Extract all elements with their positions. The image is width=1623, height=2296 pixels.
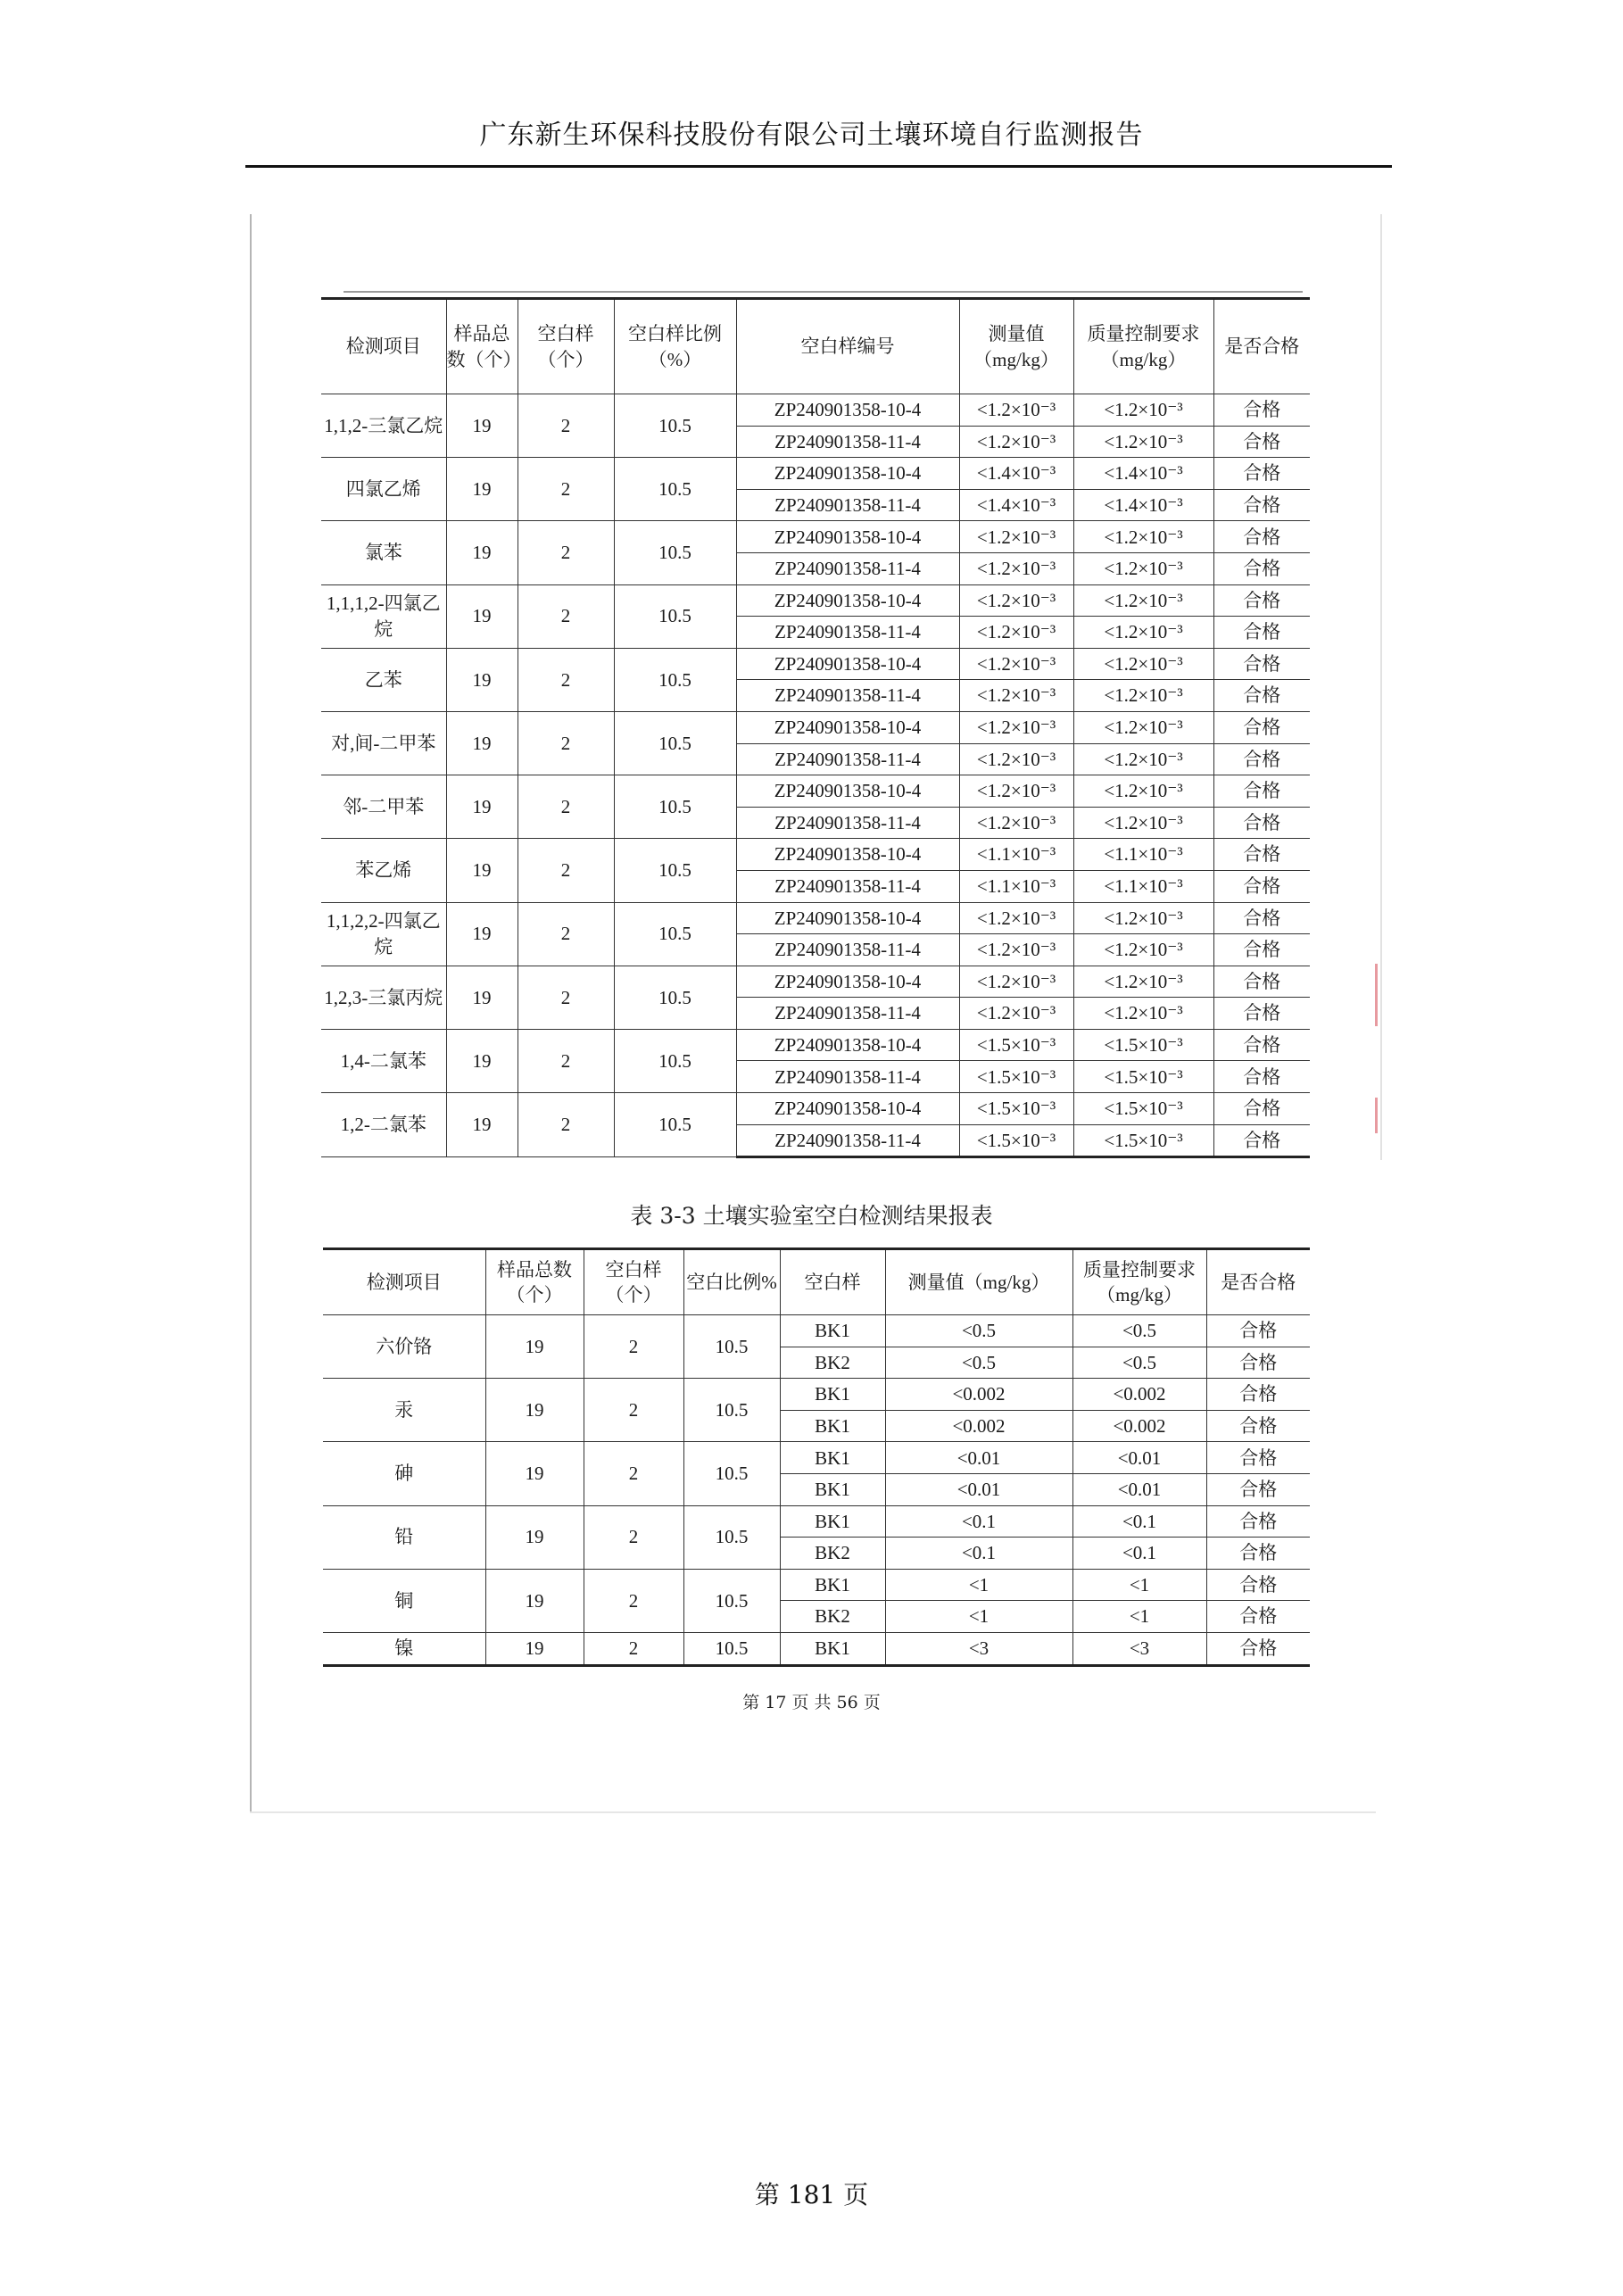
- sample-total-cell: 19: [446, 521, 518, 584]
- blank-ratio-cell: 10.5: [614, 711, 736, 775]
- sample-total-cell: 19: [446, 775, 518, 839]
- table-row: [323, 1632, 1310, 1665]
- sample-total-cell: 19: [446, 394, 518, 458]
- blank-sample-id-cell: BK1: [780, 1632, 885, 1665]
- blank-count-cell: 2: [518, 521, 614, 584]
- blank-sample-id-cell: BK2: [780, 1601, 885, 1633]
- table-top-rule: [344, 291, 1303, 293]
- qc-requirement-cell: <0.5: [1072, 1347, 1206, 1379]
- measured-value-cell: <1.2×10⁻³: [959, 521, 1073, 553]
- blank-count-cell: 2: [518, 584, 614, 648]
- pass-status-cell: 合格: [1213, 584, 1310, 617]
- item-name-cell: 苯乙烯: [321, 839, 446, 902]
- blank-count-cell: 2: [584, 1442, 683, 1505]
- blank-sample-id-cell: ZP240901358-11-4: [736, 617, 959, 649]
- blank-ratio-cell: 10.5: [683, 1379, 780, 1442]
- measured-value-cell: <1.2×10⁻³: [959, 394, 1073, 427]
- measured-value-cell: <1.4×10⁻³: [959, 489, 1073, 521]
- blank-count-cell: 2: [584, 1569, 683, 1632]
- qc-requirement-cell: <0.5: [1072, 1315, 1206, 1347]
- pass-status-cell: 合格: [1213, 1061, 1310, 1093]
- measured-value-cell: <1.2×10⁻³: [959, 743, 1073, 775]
- blank-sample-id-cell: ZP240901358-11-4: [736, 998, 959, 1030]
- measured-value-cell: <0.01: [885, 1473, 1072, 1505]
- measured-value-cell: <0.002: [885, 1410, 1072, 1442]
- table-row: [321, 648, 1310, 680]
- sample-total-cell: 19: [446, 648, 518, 711]
- table-row: [323, 1315, 1310, 1347]
- blank-sample-id-cell: ZP240901358-10-4: [736, 839, 959, 871]
- measured-value-cell: <1.2×10⁻³: [959, 680, 1073, 712]
- qc-requirement-cell: <1.2×10⁻³: [1073, 807, 1213, 839]
- measured-value-cell: <1.2×10⁻³: [959, 998, 1073, 1030]
- pass-status-cell: 合格: [1206, 1538, 1310, 1570]
- qc-requirement-cell: <1.1×10⁻³: [1073, 839, 1213, 871]
- pass-status-cell: 合格: [1206, 1347, 1310, 1379]
- blank-sample-id-cell: ZP240901358-10-4: [736, 711, 959, 743]
- blank-sample-id-cell: BK1: [780, 1410, 885, 1442]
- qc-requirement-cell: <1.2×10⁻³: [1073, 552, 1213, 584]
- blank-sample-id-cell: ZP240901358-11-4: [736, 552, 959, 584]
- qc-requirement-cell: <0.002: [1072, 1410, 1206, 1442]
- blank-count-cell: 2: [518, 648, 614, 711]
- measured-value-cell: <1.1×10⁻³: [959, 870, 1073, 902]
- sample-total-cell: 19: [485, 1632, 584, 1665]
- table-row: [323, 1505, 1310, 1538]
- header-cell: 质量控制要求（mg/kg）: [1073, 299, 1213, 394]
- blank-sample-id-cell: ZP240901358-11-4: [736, 870, 959, 902]
- blank-ratio-cell: 10.5: [614, 1093, 736, 1157]
- qc-requirement-cell: <1.2×10⁻³: [1073, 680, 1213, 712]
- scan-red-mark: [1375, 964, 1378, 1026]
- measured-value-cell: <1.2×10⁻³: [959, 552, 1073, 584]
- sample-total-cell: 19: [485, 1379, 584, 1442]
- blank-sample-id-cell: ZP240901358-10-4: [736, 966, 959, 998]
- sample-total-cell: 19: [446, 711, 518, 775]
- table-header-row: [323, 1249, 1310, 1315]
- blank-count-cell: 2: [584, 1315, 683, 1379]
- header-cell: 样品总数（个）: [485, 1249, 584, 1315]
- blank-count-cell: 2: [584, 1632, 683, 1665]
- blank-ratio-cell: 10.5: [614, 394, 736, 458]
- blank-sample-id-cell: ZP240901358-11-4: [736, 934, 959, 966]
- pass-status-cell: 合格: [1206, 1442, 1310, 1474]
- header-cell: 空白样编号: [736, 299, 959, 394]
- qc-requirement-cell: <1.5×10⁻³: [1073, 1029, 1213, 1061]
- blank-count-cell: 2: [518, 394, 614, 458]
- pass-status-cell: 合格: [1213, 870, 1310, 902]
- blank-ratio-cell: 10.5: [614, 458, 736, 521]
- blank-ratio-cell: 10.5: [683, 1632, 780, 1665]
- sample-total-cell: 19: [446, 902, 518, 966]
- item-name-cell: 铜: [323, 1569, 485, 1632]
- pass-status-cell: 合格: [1213, 680, 1310, 712]
- qc-requirement-cell: <1.2×10⁻³: [1073, 743, 1213, 775]
- measured-value-cell: <1: [885, 1569, 1072, 1601]
- measured-value-cell: <1.2×10⁻³: [959, 617, 1073, 649]
- measured-value-cell: <1.2×10⁻³: [959, 902, 1073, 934]
- header-cell: 是否合格: [1213, 299, 1310, 394]
- blank-sample-id-cell: ZP240901358-10-4: [736, 1093, 959, 1125]
- table-row: [321, 521, 1310, 553]
- measured-value-cell: <1.2×10⁻³: [959, 966, 1073, 998]
- item-name-cell: 四氯乙烯: [321, 458, 446, 521]
- measured-value-cell: <1.2×10⁻³: [959, 584, 1073, 617]
- table-row: [321, 966, 1310, 998]
- measured-value-cell: <1.5×10⁻³: [959, 1029, 1073, 1061]
- measured-value-cell: <1.1×10⁻³: [959, 839, 1073, 871]
- measured-value-cell: <1.5×10⁻³: [959, 1124, 1073, 1157]
- measured-value-cell: <1.2×10⁻³: [959, 648, 1073, 680]
- blank-sample-id-cell: BK2: [780, 1347, 885, 1379]
- header-cell: 空白样: [780, 1249, 885, 1315]
- table-row: [323, 1569, 1310, 1601]
- header-cell: 样品总数（个）: [446, 299, 518, 394]
- blank-sample-id-cell: BK1: [780, 1315, 885, 1347]
- qc-requirement-cell: <1.1×10⁻³: [1073, 870, 1213, 902]
- blank-ratio-cell: 10.5: [683, 1315, 780, 1379]
- pass-status-cell: 合格: [1213, 552, 1310, 584]
- measured-value-cell: <3: [885, 1632, 1072, 1665]
- table-row: [321, 775, 1310, 808]
- pass-status-cell: 合格: [1213, 458, 1310, 490]
- scan-edge-left: [250, 214, 252, 1811]
- pass-status-cell: 合格: [1213, 1124, 1310, 1157]
- header-cell: 空白样（个）: [518, 299, 614, 394]
- table-row: [321, 1093, 1310, 1125]
- blank-sample-id-cell: BK2: [780, 1538, 885, 1570]
- measured-value-cell: <0.5: [885, 1315, 1072, 1347]
- pass-status-cell: 合格: [1206, 1315, 1310, 1347]
- measured-value-cell: <1: [885, 1601, 1072, 1633]
- blank-ratio-cell: 10.5: [614, 775, 736, 839]
- item-name-cell: 镍: [323, 1632, 485, 1665]
- blank-sample-id-cell: ZP240901358-11-4: [736, 489, 959, 521]
- sample-total-cell: 19: [446, 458, 518, 521]
- blank-sample-id-cell: ZP240901358-10-4: [736, 521, 959, 553]
- table-row: [323, 1442, 1310, 1474]
- measured-value-cell: <1.5×10⁻³: [959, 1061, 1073, 1093]
- pass-status-cell: 合格: [1206, 1632, 1310, 1665]
- blank-ratio-cell: 10.5: [683, 1505, 780, 1569]
- sample-total-cell: 19: [485, 1505, 584, 1569]
- qc-requirement-cell: <1.2×10⁻³: [1073, 775, 1213, 808]
- item-name-cell: 铅: [323, 1505, 485, 1569]
- sample-total-cell: 19: [446, 966, 518, 1029]
- header-cell: 空白样（个）: [584, 1249, 683, 1315]
- item-name-cell: 1,2,3-三氯丙烷: [321, 966, 446, 1029]
- pass-status-cell: 合格: [1213, 966, 1310, 998]
- header-cell: 测量值（mg/kg）: [885, 1249, 1072, 1315]
- table-row: [321, 902, 1310, 934]
- header-cell: 检测项目: [323, 1249, 485, 1315]
- item-name-cell: 汞: [323, 1379, 485, 1442]
- blank-sample-id-cell: BK1: [780, 1473, 885, 1505]
- pass-status-cell: 合格: [1213, 839, 1310, 871]
- item-name-cell: 邻-二甲苯: [321, 775, 446, 839]
- measured-value-cell: <0.1: [885, 1505, 1072, 1538]
- blank-count-cell: 2: [584, 1505, 683, 1569]
- qc-requirement-cell: <1.5×10⁻³: [1073, 1124, 1213, 1157]
- pass-status-cell: 合格: [1213, 902, 1310, 934]
- sample-total-cell: 19: [446, 839, 518, 902]
- pass-status-cell: 合格: [1213, 807, 1310, 839]
- table-row: [323, 1379, 1310, 1411]
- blank-ratio-cell: 10.5: [614, 648, 736, 711]
- blank-count-cell: 2: [518, 1029, 614, 1092]
- blank-sample-id-cell: ZP240901358-11-4: [736, 743, 959, 775]
- table-row: [321, 394, 1310, 427]
- blank-sample-id-cell: ZP240901358-10-4: [736, 394, 959, 427]
- header-cell: 检测项目: [321, 299, 446, 394]
- measured-value-cell: <0.1: [885, 1538, 1072, 1570]
- blank-count-cell: 2: [518, 902, 614, 966]
- pass-status-cell: 合格: [1206, 1601, 1310, 1633]
- qc-requirement-cell: <1.2×10⁻³: [1073, 648, 1213, 680]
- pass-status-cell: 合格: [1213, 489, 1310, 521]
- blank-sample-id-cell: BK1: [780, 1379, 885, 1411]
- header-cell: 测量值（mg/kg）: [959, 299, 1073, 394]
- scan-red-mark: [1375, 1098, 1378, 1133]
- blank-sample-id-cell: BK1: [780, 1505, 885, 1538]
- scan-edge-bottom: [250, 1811, 1376, 1813]
- qc-requirement-cell: <1.5×10⁻³: [1073, 1093, 1213, 1125]
- pass-status-cell: 合格: [1213, 521, 1310, 553]
- pass-status-cell: 合格: [1213, 1093, 1310, 1125]
- qc-requirement-cell: <3: [1072, 1632, 1206, 1665]
- blank-ratio-cell: 10.5: [614, 521, 736, 584]
- item-name-cell: 1,1,2,2-四氯乙烷: [321, 902, 446, 966]
- blank-ratio-cell: 10.5: [614, 966, 736, 1029]
- blank-ratio-cell: 10.5: [683, 1442, 780, 1505]
- blank-count-cell: 2: [518, 1093, 614, 1157]
- qc-requirement-cell: <1.2×10⁻³: [1073, 521, 1213, 553]
- header-cell: 空白样比例（%）: [614, 299, 736, 394]
- blank-sample-id-cell: ZP240901358-10-4: [736, 775, 959, 808]
- qc-requirement-cell: <1.5×10⁻³: [1073, 1061, 1213, 1093]
- blank-count-cell: 2: [518, 966, 614, 1029]
- blank-count-cell: 2: [518, 711, 614, 775]
- table-row: [321, 839, 1310, 871]
- qc-requirement-cell: <0.1: [1072, 1538, 1206, 1570]
- table-body: [323, 1315, 1310, 1666]
- qc-requirement-cell: <1.2×10⁻³: [1073, 902, 1213, 934]
- table-row: [321, 711, 1310, 743]
- blank-count-cell: 2: [518, 839, 614, 902]
- pass-status-cell: 合格: [1213, 394, 1310, 427]
- blank-sample-id-cell: ZP240901358-11-4: [736, 1124, 959, 1157]
- qc-requirement-cell: <0.002: [1072, 1379, 1206, 1411]
- pass-status-cell: 合格: [1213, 998, 1310, 1030]
- measured-value-cell: <0.5: [885, 1347, 1072, 1379]
- blank-count-cell: 2: [518, 775, 614, 839]
- item-name-cell: 1,1,1,2-四氯乙烷: [321, 584, 446, 648]
- measured-value-cell: <0.01: [885, 1442, 1072, 1474]
- blank-ratio-cell: 10.5: [614, 839, 736, 902]
- blank-sample-id-cell: ZP240901358-11-4: [736, 1061, 959, 1093]
- measured-value-cell: <1.2×10⁻³: [959, 807, 1073, 839]
- table-caption: 表 3-3 土壤实验室空白检测结果报表: [630, 1203, 993, 1229]
- table-header-row: [321, 299, 1310, 394]
- sample-total-cell: 19: [485, 1315, 584, 1379]
- blank-sample-id-cell: ZP240901358-11-4: [736, 426, 959, 458]
- item-name-cell: 六价铬: [323, 1315, 485, 1379]
- qc-requirement-cell: <1.2×10⁻³: [1073, 711, 1213, 743]
- pass-status-cell: 合格: [1213, 1029, 1310, 1061]
- qc-requirement-cell: <1: [1072, 1569, 1206, 1601]
- pass-status-cell: 合格: [1213, 775, 1310, 808]
- qc-requirement-cell: <0.01: [1072, 1442, 1206, 1474]
- pass-status-cell: 合格: [1213, 617, 1310, 649]
- item-name-cell: 1,1,2-三氯乙烷: [321, 394, 446, 458]
- blank-ratio-cell: 10.5: [614, 1029, 736, 1092]
- qc-requirement-cell: <1.2×10⁻³: [1073, 998, 1213, 1030]
- blank-sample-id-cell: ZP240901358-10-4: [736, 584, 959, 617]
- measured-value-cell: <1.5×10⁻³: [959, 1093, 1073, 1125]
- item-name-cell: 氯苯: [321, 521, 446, 584]
- blank-ratio-cell: 10.5: [614, 902, 736, 966]
- pass-status-cell: 合格: [1206, 1410, 1310, 1442]
- qc-requirement-cell: <1.2×10⁻³: [1073, 426, 1213, 458]
- blank-sample-id-cell: ZP240901358-10-4: [736, 1029, 959, 1061]
- header-cell: 空白比例%: [683, 1249, 780, 1315]
- table-body: [321, 394, 1310, 1157]
- table-row: [321, 1029, 1310, 1061]
- sample-total-cell: 19: [446, 1029, 518, 1092]
- blank-count-cell: 2: [518, 458, 614, 521]
- pass-status-cell: 合格: [1213, 426, 1310, 458]
- pass-status-cell: 合格: [1213, 743, 1310, 775]
- qc-requirement-cell: <1.2×10⁻³: [1073, 966, 1213, 998]
- item-name-cell: 乙苯: [321, 648, 446, 711]
- qc-requirement-cell: <0.01: [1072, 1473, 1206, 1505]
- header-rule: [245, 165, 1392, 168]
- qc-requirement-cell: <1.2×10⁻³: [1073, 394, 1213, 427]
- blank-sample-id-cell: BK1: [780, 1442, 885, 1474]
- blank-sample-id-cell: ZP240901358-10-4: [736, 648, 959, 680]
- item-name-cell: 1,4-二氯苯: [321, 1029, 446, 1092]
- measured-value-cell: <1.2×10⁻³: [959, 711, 1073, 743]
- qc-requirement-cell: <1.4×10⁻³: [1073, 458, 1213, 490]
- qc-requirement-cell: <0.1: [1072, 1505, 1206, 1538]
- blank-count-cell: 2: [584, 1379, 683, 1442]
- pass-status-cell: 合格: [1213, 648, 1310, 680]
- qc-requirement-cell: <1: [1072, 1601, 1206, 1633]
- pass-status-cell: 合格: [1213, 934, 1310, 966]
- sample-total-cell: 19: [485, 1569, 584, 1632]
- blank-sample-id-cell: ZP240901358-11-4: [736, 680, 959, 712]
- blank-ratio-cell: 10.5: [614, 584, 736, 648]
- pass-status-cell: 合格: [1206, 1379, 1310, 1411]
- item-name-cell: 砷: [323, 1442, 485, 1505]
- header-cell: 质量控制要求（mg/kg）: [1072, 1249, 1206, 1315]
- blank-ratio-cell: 10.5: [683, 1569, 780, 1632]
- pass-status-cell: 合格: [1206, 1473, 1310, 1505]
- blank-sample-id-cell: ZP240901358-11-4: [736, 807, 959, 839]
- pass-status-cell: 合格: [1206, 1569, 1310, 1601]
- sample-total-cell: 19: [485, 1442, 584, 1505]
- blank-sample-table: [321, 297, 1310, 1158]
- pass-status-cell: 合格: [1206, 1505, 1310, 1538]
- measured-value-cell: <1.4×10⁻³: [959, 458, 1073, 490]
- blank-sample-id-cell: ZP240901358-10-4: [736, 902, 959, 934]
- scan-edge-right: [1380, 214, 1382, 1160]
- table-row: [321, 584, 1310, 617]
- measured-value-cell: <1.2×10⁻³: [959, 426, 1073, 458]
- sample-total-cell: 19: [446, 1093, 518, 1157]
- measured-value-cell: <1.2×10⁻³: [959, 775, 1073, 808]
- header-cell: 是否合格: [1206, 1249, 1310, 1315]
- blank-sample-id-cell: BK1: [780, 1569, 885, 1601]
- qc-requirement-cell: <1.2×10⁻³: [1073, 584, 1213, 617]
- page-number: 第 181 页: [754, 2180, 869, 2209]
- item-name-cell: 对,间-二甲苯: [321, 711, 446, 775]
- qc-requirement-cell: <1.4×10⁻³: [1073, 489, 1213, 521]
- item-name-cell: 1,2-二氯苯: [321, 1093, 446, 1157]
- measured-value-cell: <0.002: [885, 1379, 1072, 1411]
- qc-requirement-cell: <1.2×10⁻³: [1073, 617, 1213, 649]
- report-header-title: 广东新生环保科技股份有限公司土壤环境自行监测报告: [479, 120, 1144, 151]
- qc-requirement-cell: <1.2×10⁻³: [1073, 934, 1213, 966]
- table-row: [321, 458, 1310, 490]
- sample-total-cell: 19: [446, 584, 518, 648]
- blank-sample-id-cell: ZP240901358-10-4: [736, 458, 959, 490]
- inner-page-number: 第 17 页 共 56 页: [742, 1693, 881, 1712]
- measured-value-cell: <1.2×10⁻³: [959, 934, 1073, 966]
- lab-blank-table: [323, 1247, 1310, 1667]
- pass-status-cell: 合格: [1213, 711, 1310, 743]
